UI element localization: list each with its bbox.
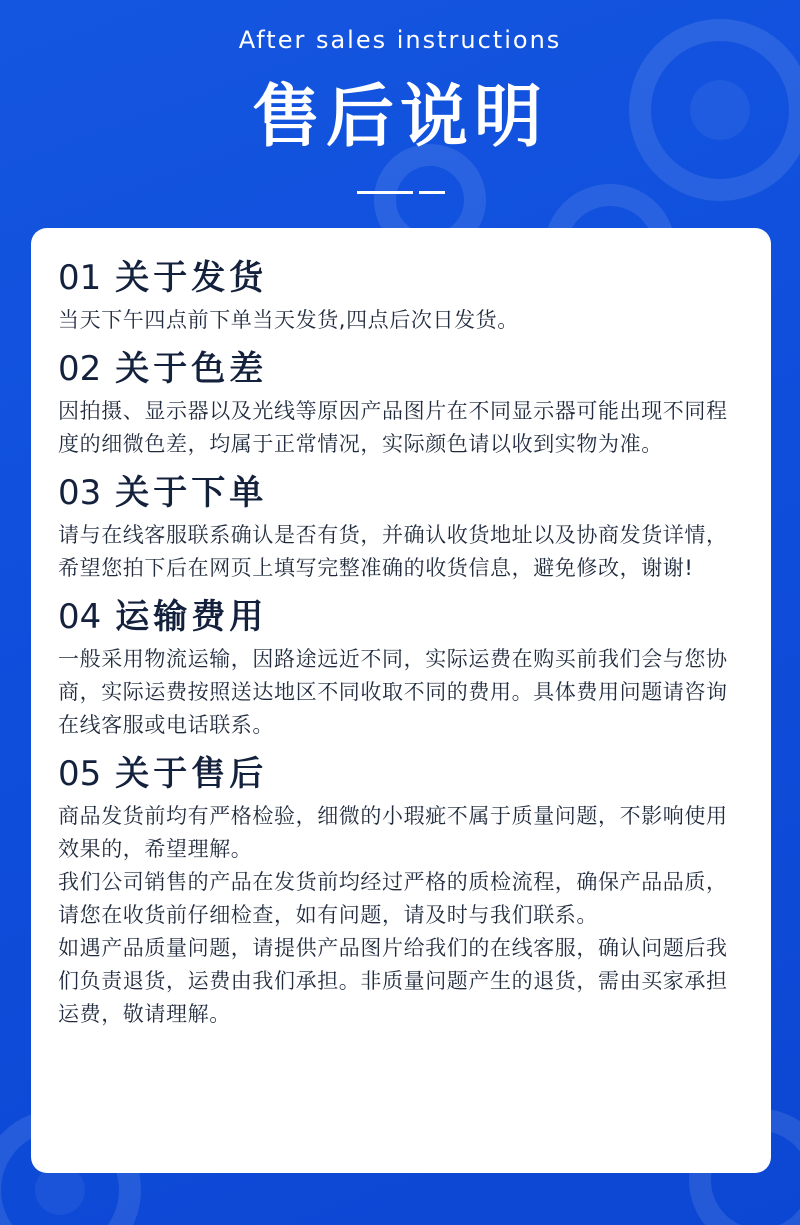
section-paragraph: 商品发货前均有严格检验，细微的小瑕疵不属于质量问题，不影响使用效果的，希望理解。 [58,804,728,861]
section-heading [58,256,747,300]
title-underline [357,191,445,195]
section-shipping [58,256,747,337]
section-shipping-cost [58,595,747,742]
section-color-difference [58,347,747,461]
section-name: 关于售后 [115,754,268,794]
section-heading [58,595,747,639]
section-paragraph: 我们公司销售的产品在发货前均经过严格的质检流程，确保产品品质，请您在收货前仔细检查，如有问题，请及时与我们联系。 [58,870,728,927]
section-paragraph: 如遇产品质量问题，请提供产品图片给我们的在线客服，确认问题后我们负责退货，运费由我们承担。非质量问题产生的退货，需由买家承担运费，敬请理解。 [58,936,728,1026]
section-paragraph: 当天下午四点前下单当天发货,四点后次日发货。 [58,308,519,332]
section-heading [58,471,747,515]
section-after-sales [58,752,747,1031]
section-heading [58,347,747,391]
section-body [58,395,747,461]
section-heading [58,752,747,796]
section-name: 运输费用 [115,597,268,637]
instructions-card [31,228,771,1173]
page-title: 售后说明 [251,78,548,157]
section-paragraph: 一般采用物流运输，因路途远近不同，实际运费在购买前我们会与您协商，实际运费按照送达地区不同收取不同的费用。具体费用问题请咨询在线客服或电话联系。 [58,647,728,737]
section-number: 03 [58,473,102,513]
section-number: 05 [58,754,102,794]
header-subtitle: After sales instructions [238,26,562,54]
section-body [58,304,747,337]
section-body [58,800,747,1031]
section-number: 02 [58,349,102,389]
section-body [58,643,747,742]
section-ordering [58,471,747,585]
page-header [0,0,800,220]
section-body [58,519,747,585]
section-name: 关于下单 [115,473,268,513]
section-name: 关于色差 [115,349,268,389]
section-number: 04 [58,597,102,637]
section-paragraph: 因拍摄、显示器以及光线等原因产品图片在不同显示器可能出现不同程度的细微色差，均属于正常情况，实际颜色请以收到实物为准。 [58,399,728,456]
section-paragraph: 请与在线客服联系确认是否有货，并确认收货地址以及协商发货详情，希望您拍下后在网页上填写完整准确的收货信息，避免修改，谢谢! [58,523,728,580]
section-number: 01 [58,258,102,298]
section-name: 关于发货 [115,258,268,298]
